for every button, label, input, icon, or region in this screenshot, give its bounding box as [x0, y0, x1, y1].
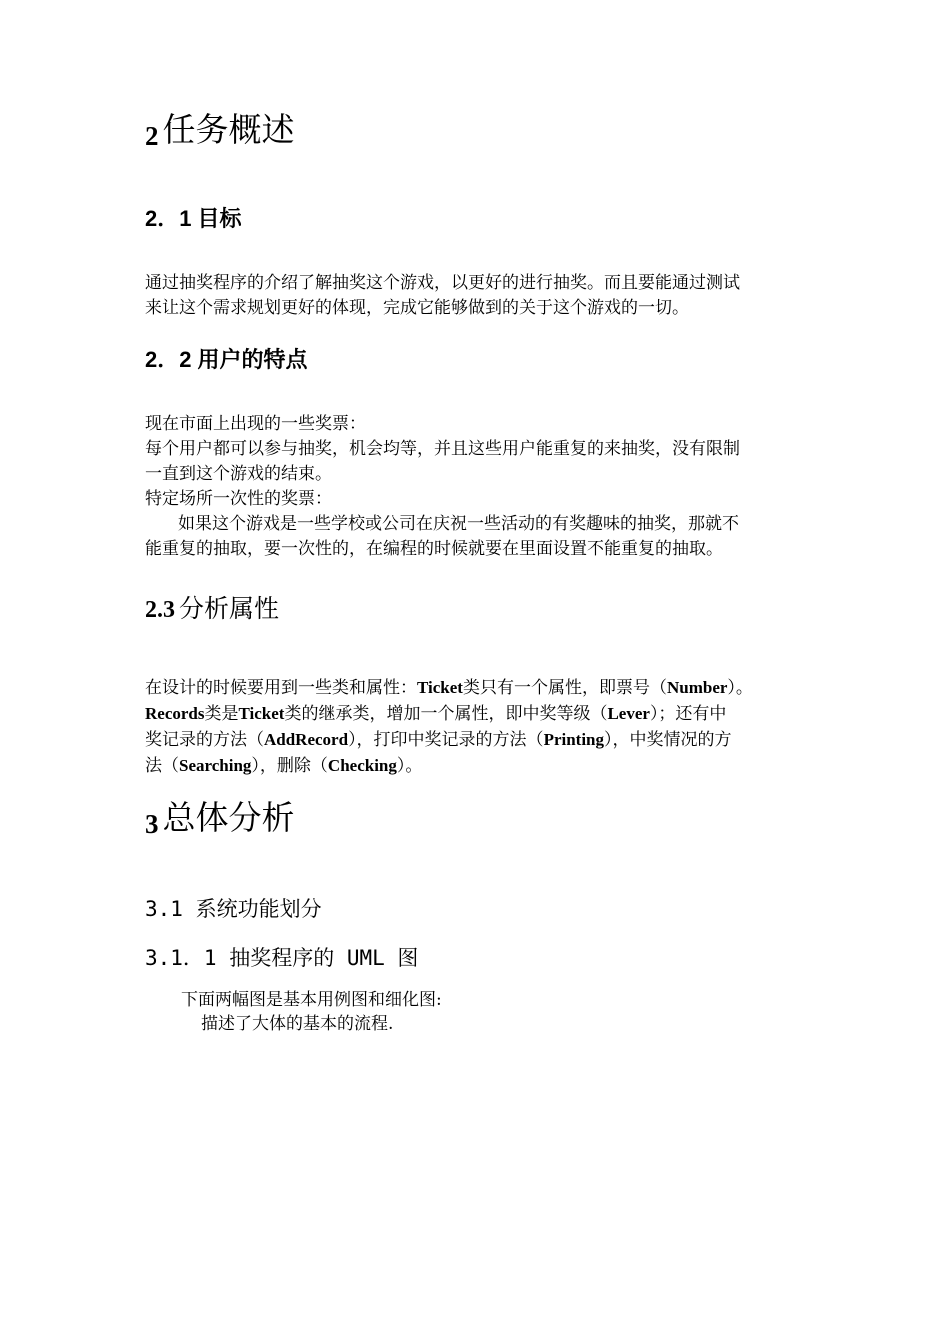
paragraph-line: 现在市面上出现的一些奖票： [145, 414, 366, 434]
section-2-1-heading: 2．1 目标 [145, 206, 242, 232]
section-2-3-paragraph [145, 675, 753, 779]
section-2-2-heading: 2．2 用户的特点 [145, 347, 308, 373]
section-2-2-paragraph [145, 412, 740, 562]
paragraph-line: 一直到这个游戏的结束。 [145, 464, 332, 484]
paragraph-line: 通过抽奖程序的介绍了解抽奖这个游戏，以更好的进行抽奖。而且要能通过测试 [145, 273, 740, 293]
paragraph-line: 奖记录的方法（AddRecord），打印中奖记录的方法（Printing），中奖情况的方 [145, 730, 732, 750]
paragraph-line: 能重复的抽取，要一次性的，在编程的时候就要在里面设置不能重复的抽取。 [145, 539, 723, 559]
paragraph-line: Records类是Ticket类的继承类，增加一个属性，即中奖等级（Lever）；还有中 [145, 704, 727, 724]
paragraph-line: 来让这个需求规划更好的体现，完成它能够做到的关于这个游戏的一切。 [145, 298, 689, 318]
section-3-1-1-paragraph [181, 988, 442, 1036]
section-3-heading: 3 总体分析 [145, 798, 295, 839]
section-3-1-1-heading: 3.1．1 抽奖程序的 UML 图 [145, 946, 419, 970]
paragraph-line: 法（Searching），删除（Checking）。 [145, 756, 423, 776]
section-3-1-heading: 3.1 系统功能划分 [145, 897, 322, 921]
paragraph-line: 描述了大体的基本的流程. [201, 1014, 394, 1034]
method-addrecord: AddRecord [264, 730, 349, 749]
section-2-1-paragraph [145, 271, 740, 321]
paragraph-line: 每个用户都可以参与抽奖，机会均等，并且这些用户能重复的来抽奖，没有限制 [145, 439, 740, 459]
paragraph-line: 在设计的时候要用到一些类和属性：Ticket类只有一个属性，即票号（Number）。 [145, 678, 753, 698]
section-2-3-heading: 2.3 分析属性 [145, 594, 280, 623]
method-checking: Checking [327, 756, 397, 775]
paragraph-line: 下面两幅图是基本用例图和细化图: [181, 990, 442, 1010]
attribute-number: Number [666, 678, 728, 697]
attribute-lever: Lever [607, 704, 650, 723]
method-printing: Printing [543, 730, 605, 749]
paragraph-line: 如果这个游戏是一些学校或公司在庆祝一些活动的有奖趣味的抽奖，那就不 [178, 514, 739, 534]
section-2-heading: 2 任务概述 [145, 110, 295, 151]
class-name-ticket: Ticket [417, 678, 463, 697]
paragraph-line: 特定场所一次性的奖票： [145, 489, 332, 509]
class-name-ticket: Ticket [238, 704, 285, 723]
method-searching: Searching [179, 756, 252, 775]
class-name-records: Records [145, 704, 205, 723]
